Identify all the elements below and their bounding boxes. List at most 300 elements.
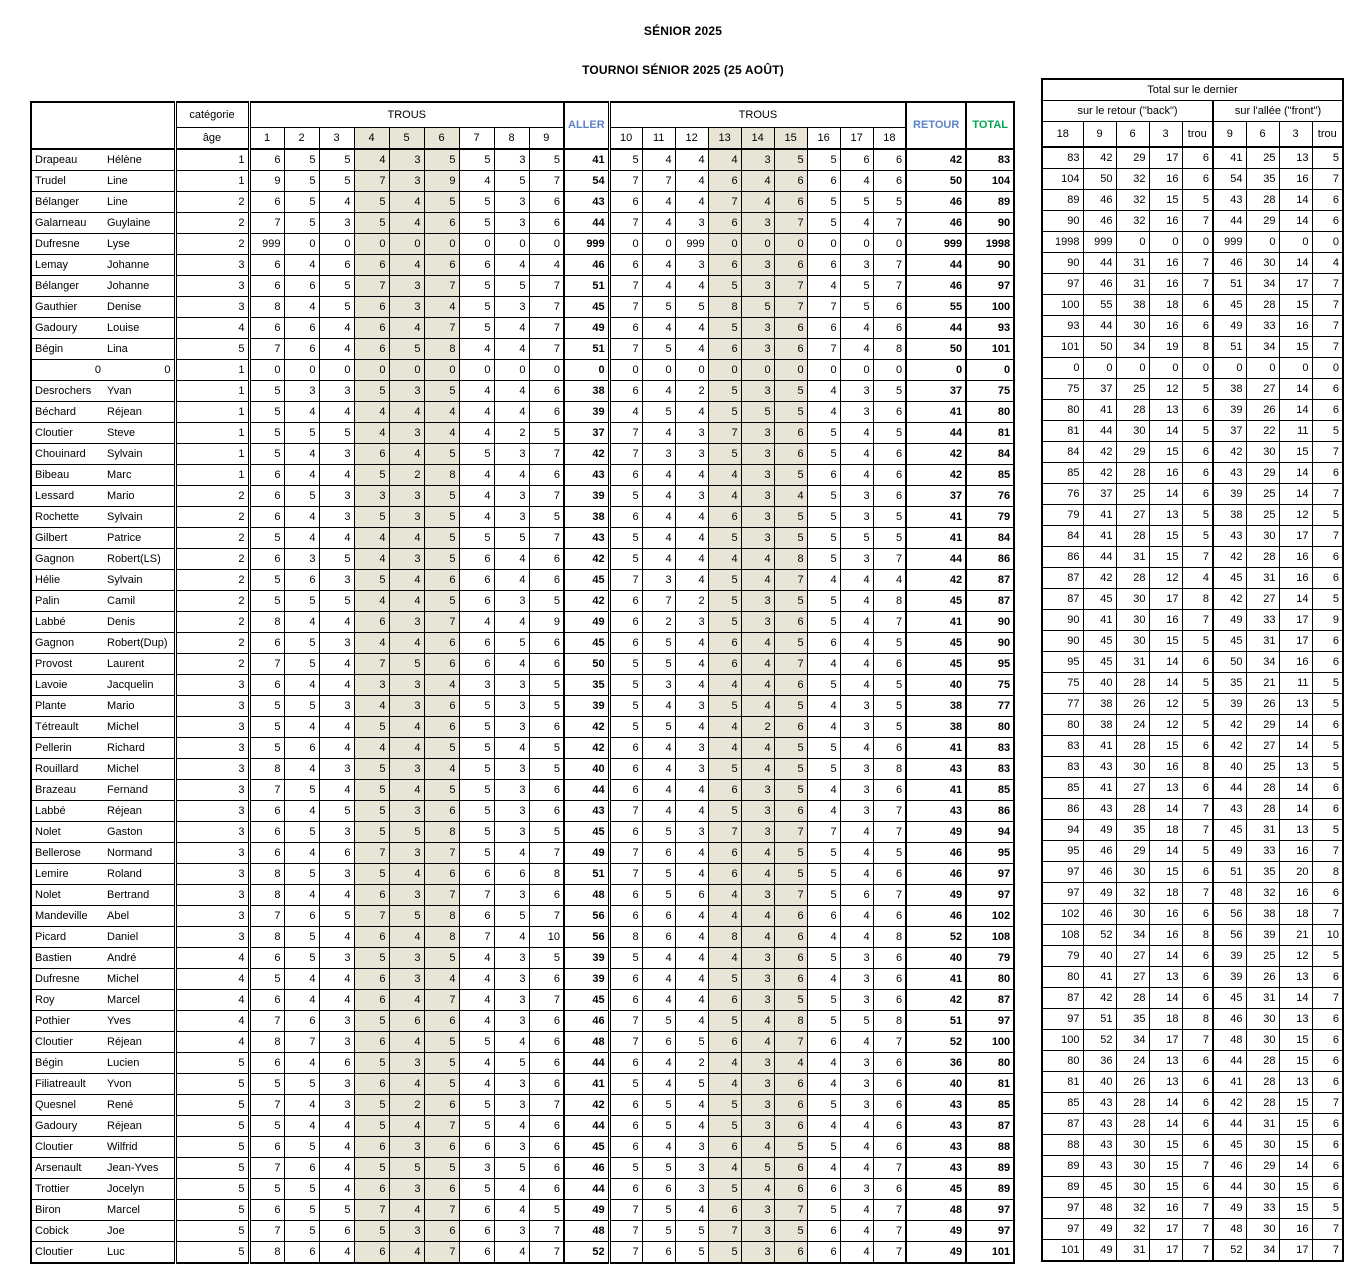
category-age: 1	[175, 380, 249, 401]
hole-score: 4	[807, 380, 840, 401]
player-first-name: Jacquelin	[104, 674, 175, 695]
summary-row	[1042, 483, 1343, 504]
grand-total: 81	[966, 1073, 1014, 1094]
category-age: 4	[175, 1031, 249, 1052]
hole-score: 6	[284, 338, 319, 359]
table-row	[31, 653, 1014, 674]
player-last-name: Roy	[31, 989, 104, 1010]
summary-front-value: 5	[1312, 1197, 1343, 1218]
grand-total: 97	[966, 1199, 1014, 1220]
hole-score: 7	[609, 170, 642, 191]
hole-score: 4	[840, 674, 873, 695]
grand-total: 95	[966, 653, 1014, 674]
summary-front-value: 6	[1312, 1029, 1343, 1050]
hole-score: 5	[807, 1010, 840, 1031]
player-last-name: Gagnon	[31, 548, 104, 569]
summary-back-value: 81	[1042, 1071, 1083, 1092]
hole-score: 6	[529, 212, 564, 233]
hole-score: 3	[494, 968, 529, 989]
player-last-name: Plante	[31, 695, 104, 716]
summary-front-value: 27	[1246, 588, 1279, 609]
hole-score: 5	[708, 1094, 741, 1115]
summary-back-value: 89	[1042, 1155, 1083, 1176]
hole-score: 6	[249, 842, 284, 863]
grand-total: 87	[966, 989, 1014, 1010]
summary-back-value: 30	[1116, 861, 1149, 882]
hole-score: 3	[741, 989, 774, 1010]
hole-score: 4	[284, 296, 319, 317]
hole-score: 3	[494, 695, 529, 716]
hole-score: 4	[642, 737, 675, 758]
table-row	[31, 926, 1014, 947]
hole-score: 4	[807, 779, 840, 800]
hole-score: 5	[284, 212, 319, 233]
hole-score: 3	[389, 1220, 424, 1241]
retour-subtotal: 46	[906, 905, 966, 926]
summary-back-value: 45	[1083, 588, 1116, 609]
hole-score: 6	[774, 191, 807, 212]
summary-back-value: 31	[1116, 273, 1149, 294]
category-age: 3	[175, 800, 249, 821]
hole-score: 5	[354, 569, 389, 590]
category-age: 1	[175, 443, 249, 464]
summary-back-value: 80	[1042, 966, 1083, 987]
hole-score: 4	[840, 338, 873, 359]
hole-score: 3	[741, 485, 774, 506]
category-age: 2	[175, 527, 249, 548]
summary-title: Total sur le dernier	[1042, 79, 1343, 101]
summary-front-value: 38	[1213, 504, 1246, 525]
hole-score: 0	[807, 359, 840, 380]
grand-total: 95	[966, 842, 1014, 863]
summary-front-value: 7	[1312, 1092, 1343, 1113]
hole-score: 3	[319, 821, 354, 842]
summary-front-value: 18	[1279, 903, 1312, 924]
hole-score: 4	[284, 989, 319, 1010]
summary-back-value: 28	[1116, 567, 1149, 588]
summary-row	[1042, 378, 1343, 399]
hole-score: 4	[389, 590, 424, 611]
summary-front-value: 52	[1213, 1239, 1246, 1261]
hole-score: 6	[284, 1157, 319, 1178]
hole-score: 4	[642, 695, 675, 716]
summary-back-value: 42	[1083, 147, 1116, 169]
category-age: 3	[175, 842, 249, 863]
hole-score: 0	[873, 359, 906, 380]
hole-score: 3	[319, 443, 354, 464]
hole-score: 4	[389, 317, 424, 338]
summary-front-value: 29	[1246, 1155, 1279, 1176]
hole-score: 3	[494, 1220, 529, 1241]
retour-subtotal: 38	[906, 716, 966, 737]
summary-front-value: 26	[1246, 966, 1279, 987]
hole-score: 4	[284, 800, 319, 821]
retour-subtotal: 40	[906, 674, 966, 695]
hole-score: 4	[675, 464, 708, 485]
hole-score: 3	[675, 443, 708, 464]
grand-total: 87	[966, 569, 1014, 590]
summary-front-value: 6	[1312, 1008, 1343, 1029]
table-row	[31, 1052, 1014, 1073]
hole-score: 5	[642, 632, 675, 653]
summary-front-value: 43	[1213, 525, 1246, 546]
hole-score: 3	[840, 779, 873, 800]
summary-back-value: 18	[1149, 882, 1182, 903]
hole-score: 3	[389, 275, 424, 296]
hole-score: 5	[319, 548, 354, 569]
hole-score: 5	[807, 212, 840, 233]
hole-score: 6	[319, 1220, 354, 1241]
table-row	[31, 212, 1014, 233]
summary-back-value: 13	[1149, 777, 1182, 798]
hole-score: 5	[807, 842, 840, 863]
hole-score: 4	[319, 884, 354, 905]
hole-score: 4	[459, 464, 494, 485]
hole-score: 7	[708, 1220, 741, 1241]
hole-score: 5	[494, 170, 529, 191]
hole-score: 7	[774, 296, 807, 317]
hole-score: 5	[529, 674, 564, 695]
hole-score: 4	[319, 674, 354, 695]
table-row	[31, 422, 1014, 443]
hole-score: 7	[424, 317, 459, 338]
hole-score: 7	[609, 569, 642, 590]
retour-subtotal: 46	[906, 275, 966, 296]
summary-front-value: 28	[1246, 1092, 1279, 1113]
summary-front-value: 39	[1246, 924, 1279, 945]
hole-score: 4	[284, 674, 319, 695]
summary-front-value: 48	[1213, 882, 1246, 903]
summary-back-value: 28	[1116, 987, 1149, 1008]
summary-col-header: 9	[1083, 122, 1116, 147]
aller-subtotal: 44	[564, 1052, 609, 1073]
hole-score: 3	[494, 149, 529, 171]
hole-score: 7	[708, 422, 741, 443]
hole-score: 3	[675, 254, 708, 275]
hole-score: 4	[741, 842, 774, 863]
hole-score: 8	[873, 758, 906, 779]
summary-back-value: 18	[1149, 294, 1182, 315]
category-age: 4	[175, 1010, 249, 1031]
hole-score: 6	[424, 1178, 459, 1199]
hole-score: 5	[708, 758, 741, 779]
hole-score: 4	[284, 1115, 319, 1136]
summary-back-value: 6	[1182, 399, 1213, 420]
summary-front-value: 29	[1246, 714, 1279, 735]
hole-score: 6	[774, 905, 807, 926]
grand-total: 85	[966, 779, 1014, 800]
hole-score: 5	[354, 506, 389, 527]
category-age: 5	[175, 1241, 249, 1263]
player-first-name: Marcel	[104, 1199, 175, 1220]
category-age: 2	[175, 653, 249, 674]
retour-subtotal: 48	[906, 1199, 966, 1220]
hole-score: 5	[459, 800, 494, 821]
summary-back-value: 29	[1116, 441, 1149, 462]
summary-front-value: 14	[1279, 987, 1312, 1008]
hole-score: 6	[319, 842, 354, 863]
category-age: 4	[175, 968, 249, 989]
hole-score: 5	[249, 1115, 284, 1136]
retour-subtotal: 43	[906, 1115, 966, 1136]
summary-front-value: 25	[1246, 147, 1279, 169]
summary-back-value: 15	[1149, 735, 1182, 756]
hole-score: 7	[529, 1094, 564, 1115]
category-age: 3	[175, 275, 249, 296]
hole-score: 2	[494, 422, 529, 443]
summary-back-value: 97	[1042, 273, 1083, 294]
hole-score: 4	[494, 338, 529, 359]
hole-score: 2	[675, 1052, 708, 1073]
hole-score: 6	[249, 1199, 284, 1220]
hole-score: 7	[873, 1220, 906, 1241]
summary-front-value: 39	[1213, 966, 1246, 987]
category-age: 1	[175, 422, 249, 443]
hole-score: 5	[389, 653, 424, 674]
hole-score: 4	[494, 1199, 529, 1220]
hole-score: 4	[807, 716, 840, 737]
hole-number: 15	[774, 127, 807, 149]
hole-score: 4	[741, 1136, 774, 1157]
hole-score: 6	[708, 170, 741, 191]
hole-score: 4	[642, 527, 675, 548]
table-row	[31, 1241, 1014, 1263]
hole-score: 3	[319, 695, 354, 716]
hole-score: 4	[459, 611, 494, 632]
retour-subtotal: 43	[906, 1094, 966, 1115]
category-age: 4	[175, 989, 249, 1010]
category-age: 2	[175, 191, 249, 212]
hole-score: 5	[642, 863, 675, 884]
hole-score: 0	[708, 233, 741, 254]
hole-score: 4	[642, 422, 675, 443]
table-row	[31, 779, 1014, 800]
hole-score: 3	[319, 569, 354, 590]
hole-score: 4	[840, 317, 873, 338]
hole-score: 6	[873, 863, 906, 884]
hole-score: 5	[494, 527, 529, 548]
player-last-name: Bastien	[31, 947, 104, 968]
hole-score: 6	[284, 275, 319, 296]
category-age: 3	[175, 737, 249, 758]
summary-front-value: 22	[1246, 420, 1279, 441]
hole-score: 6	[424, 695, 459, 716]
hole-score: 5	[642, 338, 675, 359]
category-age: 5	[175, 1220, 249, 1241]
table-row	[31, 716, 1014, 737]
hole-score: 4	[354, 149, 389, 171]
player-last-name: Provost	[31, 653, 104, 674]
hole-score: 4	[494, 737, 529, 758]
summary-back-label: sur le retour ("back")	[1042, 101, 1213, 122]
retour-subtotal: 44	[906, 254, 966, 275]
header-aller: ALLER	[564, 102, 609, 149]
hole-score: 5	[708, 275, 741, 296]
summary-front-value: 6	[1312, 210, 1343, 231]
hole-score: 4	[389, 254, 424, 275]
hole-score: 6	[249, 254, 284, 275]
hole-score: 5	[873, 380, 906, 401]
player-last-name: Bégin	[31, 1052, 104, 1073]
summary-back-value: 28	[1116, 735, 1149, 756]
hole-score: 6	[249, 632, 284, 653]
hole-score: 3	[840, 1052, 873, 1073]
hole-score: 6	[807, 905, 840, 926]
summary-front-value: 5	[1312, 693, 1343, 714]
hole-score: 6	[249, 317, 284, 338]
hole-score: 6	[459, 905, 494, 926]
summary-back-value: 97	[1042, 1218, 1083, 1239]
hole-score: 4	[873, 569, 906, 590]
hole-score: 4	[675, 674, 708, 695]
hole-score: 6	[708, 212, 741, 233]
hole-score: 5	[675, 1073, 708, 1094]
retour-subtotal: 40	[906, 947, 966, 968]
grand-total: 101	[966, 338, 1014, 359]
hole-score: 4	[319, 611, 354, 632]
hole-score: 4	[675, 1199, 708, 1220]
hole-score: 7	[774, 884, 807, 905]
hole-score: 7	[249, 212, 284, 233]
hole-score: 4	[284, 254, 319, 275]
summary-front-value: 14	[1279, 714, 1312, 735]
summary-col-header: 9	[1213, 122, 1246, 147]
summary-back-value: 43	[1083, 756, 1116, 777]
aller-subtotal: 56	[564, 926, 609, 947]
hole-score: 5	[873, 674, 906, 695]
player-first-name: Michel	[104, 968, 175, 989]
summary-row	[1042, 441, 1343, 462]
hole-score: 0	[389, 359, 424, 380]
summary-front-value: 25	[1246, 504, 1279, 525]
hole-score: 6	[873, 779, 906, 800]
retour-subtotal: 42	[906, 464, 966, 485]
hole-score: 4	[494, 569, 529, 590]
table-row	[31, 317, 1014, 338]
hole-score: 4	[840, 1115, 873, 1136]
hole-score: 5	[459, 758, 494, 779]
summary-back-value: 104	[1042, 168, 1083, 189]
page-title: SÉNIOR 2025	[643, 24, 723, 38]
hole-score: 4	[675, 779, 708, 800]
category-age: 1	[175, 401, 249, 422]
hole-score: 0	[424, 233, 459, 254]
table-row	[31, 506, 1014, 527]
summary-front-value: 26	[1246, 399, 1279, 420]
summary-front-value: 45	[1213, 987, 1246, 1008]
hole-score: 4	[642, 212, 675, 233]
hole-score: 6	[873, 905, 906, 926]
summary-back-value: 30	[1116, 1176, 1149, 1197]
hole-score: 5	[319, 275, 354, 296]
summary-back-value: 7	[1182, 1239, 1213, 1261]
hole-score: 3	[840, 1073, 873, 1094]
hole-score: 5	[873, 191, 906, 212]
summary-back-value: 15	[1149, 1176, 1182, 1197]
hole-score: 5	[284, 779, 319, 800]
summary-back-value: 83	[1042, 756, 1083, 777]
hole-score: 5	[873, 527, 906, 548]
summary-front-value: 44	[1213, 777, 1246, 798]
hole-score: 7	[609, 1220, 642, 1241]
hole-score: 5	[284, 1073, 319, 1094]
summary-back-value: 38	[1116, 294, 1149, 315]
summary-front-value: 34	[1246, 1239, 1279, 1261]
hole-score: 3	[494, 1136, 529, 1157]
hole-score: 4	[389, 632, 424, 653]
summary-back-value: 15	[1149, 546, 1182, 567]
player-first-name: Patrice	[104, 527, 175, 548]
hole-score: 5	[708, 1010, 741, 1031]
category-age: 1	[175, 149, 249, 171]
summary-table	[1041, 78, 1344, 1262]
hole-score: 3	[741, 317, 774, 338]
hole-score: 6	[249, 821, 284, 842]
hole-score: 3	[389, 296, 424, 317]
summary-front-value: 45	[1213, 567, 1246, 588]
hole-score: 6	[807, 1031, 840, 1052]
hole-score: 3	[675, 1157, 708, 1178]
hole-score: 6	[708, 779, 741, 800]
hole-score: 4	[424, 422, 459, 443]
summary-front-value: 30	[1246, 1008, 1279, 1029]
hole-score: 6	[807, 464, 840, 485]
hole-score: 4	[354, 590, 389, 611]
hole-score: 8	[249, 611, 284, 632]
hole-score: 5	[389, 905, 424, 926]
hole-score: 2	[642, 611, 675, 632]
hole-score: 6	[459, 653, 494, 674]
hole-score: 5	[807, 506, 840, 527]
summary-back-value: 28	[1116, 1092, 1149, 1113]
retour-subtotal: 49	[906, 884, 966, 905]
hole-score: 6	[459, 863, 494, 884]
hole-score: 7	[609, 800, 642, 821]
hole-score: 3	[494, 1094, 529, 1115]
hole-score: 0	[284, 233, 319, 254]
summary-back-value: 38	[1083, 714, 1116, 735]
hole-score: 4	[675, 653, 708, 674]
hole-score: 4	[741, 674, 774, 695]
hole-score: 6	[424, 569, 459, 590]
hole-score: 7	[249, 338, 284, 359]
aller-subtotal: 44	[564, 1115, 609, 1136]
hole-score: 0	[741, 233, 774, 254]
hole-score: 7	[774, 569, 807, 590]
summary-row	[1042, 630, 1343, 651]
summary-front-value: 28	[1246, 1050, 1279, 1071]
hole-score: 6	[609, 611, 642, 632]
aller-subtotal: 35	[564, 674, 609, 695]
hole-score: 7	[529, 170, 564, 191]
summary-front-value: 15	[1279, 1176, 1312, 1197]
summary-back-value: 18	[1149, 1008, 1182, 1029]
summary-front-value: 13	[1279, 1071, 1312, 1092]
summary-front-value: 30	[1246, 525, 1279, 546]
hole-score: 7	[609, 275, 642, 296]
summary-front-value: 5	[1312, 588, 1343, 609]
hole-score: 3	[675, 422, 708, 443]
summary-front-value: 6	[1312, 882, 1343, 903]
player-last-name: Béchard	[31, 401, 104, 422]
summary-row	[1042, 777, 1343, 798]
hole-score: 4	[389, 191, 424, 212]
table-row	[31, 800, 1014, 821]
summary-back-value: 13	[1149, 1050, 1182, 1071]
hole-score: 3	[389, 968, 424, 989]
hole-score: 4	[675, 1115, 708, 1136]
hole-score: 3	[741, 1241, 774, 1263]
